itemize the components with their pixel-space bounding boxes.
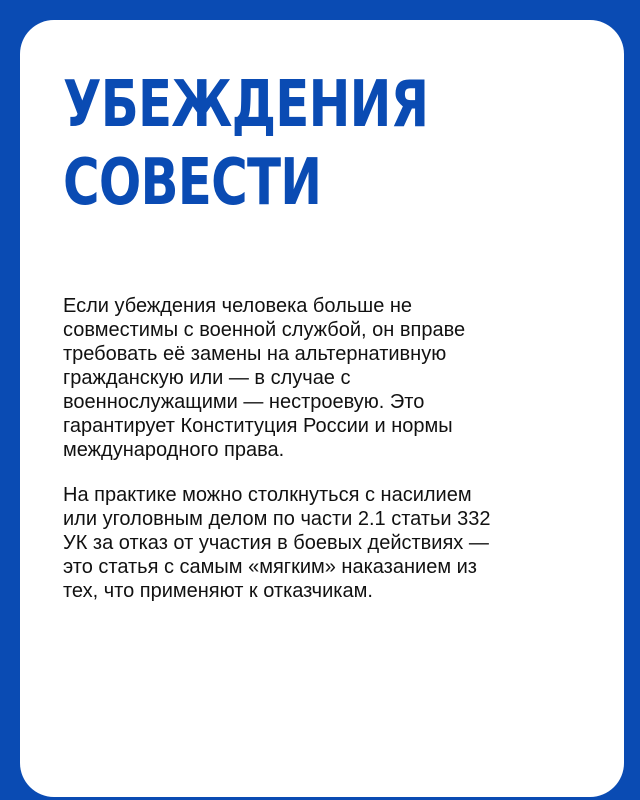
paragraph-1-line-6: гарантирует Конституция России и нормы (63, 415, 453, 437)
paragraph-1-line-4: гражданскую или — в случае с (63, 367, 351, 389)
paragraph-1 (63, 294, 593, 462)
paragraph-2 (63, 483, 593, 603)
paragraph-2-line-2: или уголовным делом по части 2.1 статьи 332 (63, 508, 491, 530)
paragraph-2-line-4: это статья с самым «мягким» наказанием из (63, 556, 477, 578)
paragraph-1-line-5: военнослужащими — нестроевую. Это (63, 391, 425, 413)
paragraph-1-line-7: международного права. (63, 439, 285, 461)
paragraph-1-line-3: требовать её замены на альтернативную (63, 343, 447, 365)
paragraph-2-line-5: тех, что применяют к отказчикам. (63, 580, 373, 602)
paragraph-2-line-3: УК за отказ от участия в боевых действиях — (63, 532, 489, 554)
paragraph-2-line-1: На практике можно столкнуться с насилием (63, 484, 472, 506)
paragraph-1-line-1: Если убеждения человека больше не (63, 295, 413, 317)
content-card (20, 20, 624, 797)
title-line-2: СОВЕСТИ (63, 146, 322, 220)
title-line-1: УБЕЖДЕНИЯ (63, 68, 429, 142)
paragraph-1-line-2: совместимы с военной службой, он вправе (63, 319, 466, 341)
page-title (63, 66, 428, 222)
